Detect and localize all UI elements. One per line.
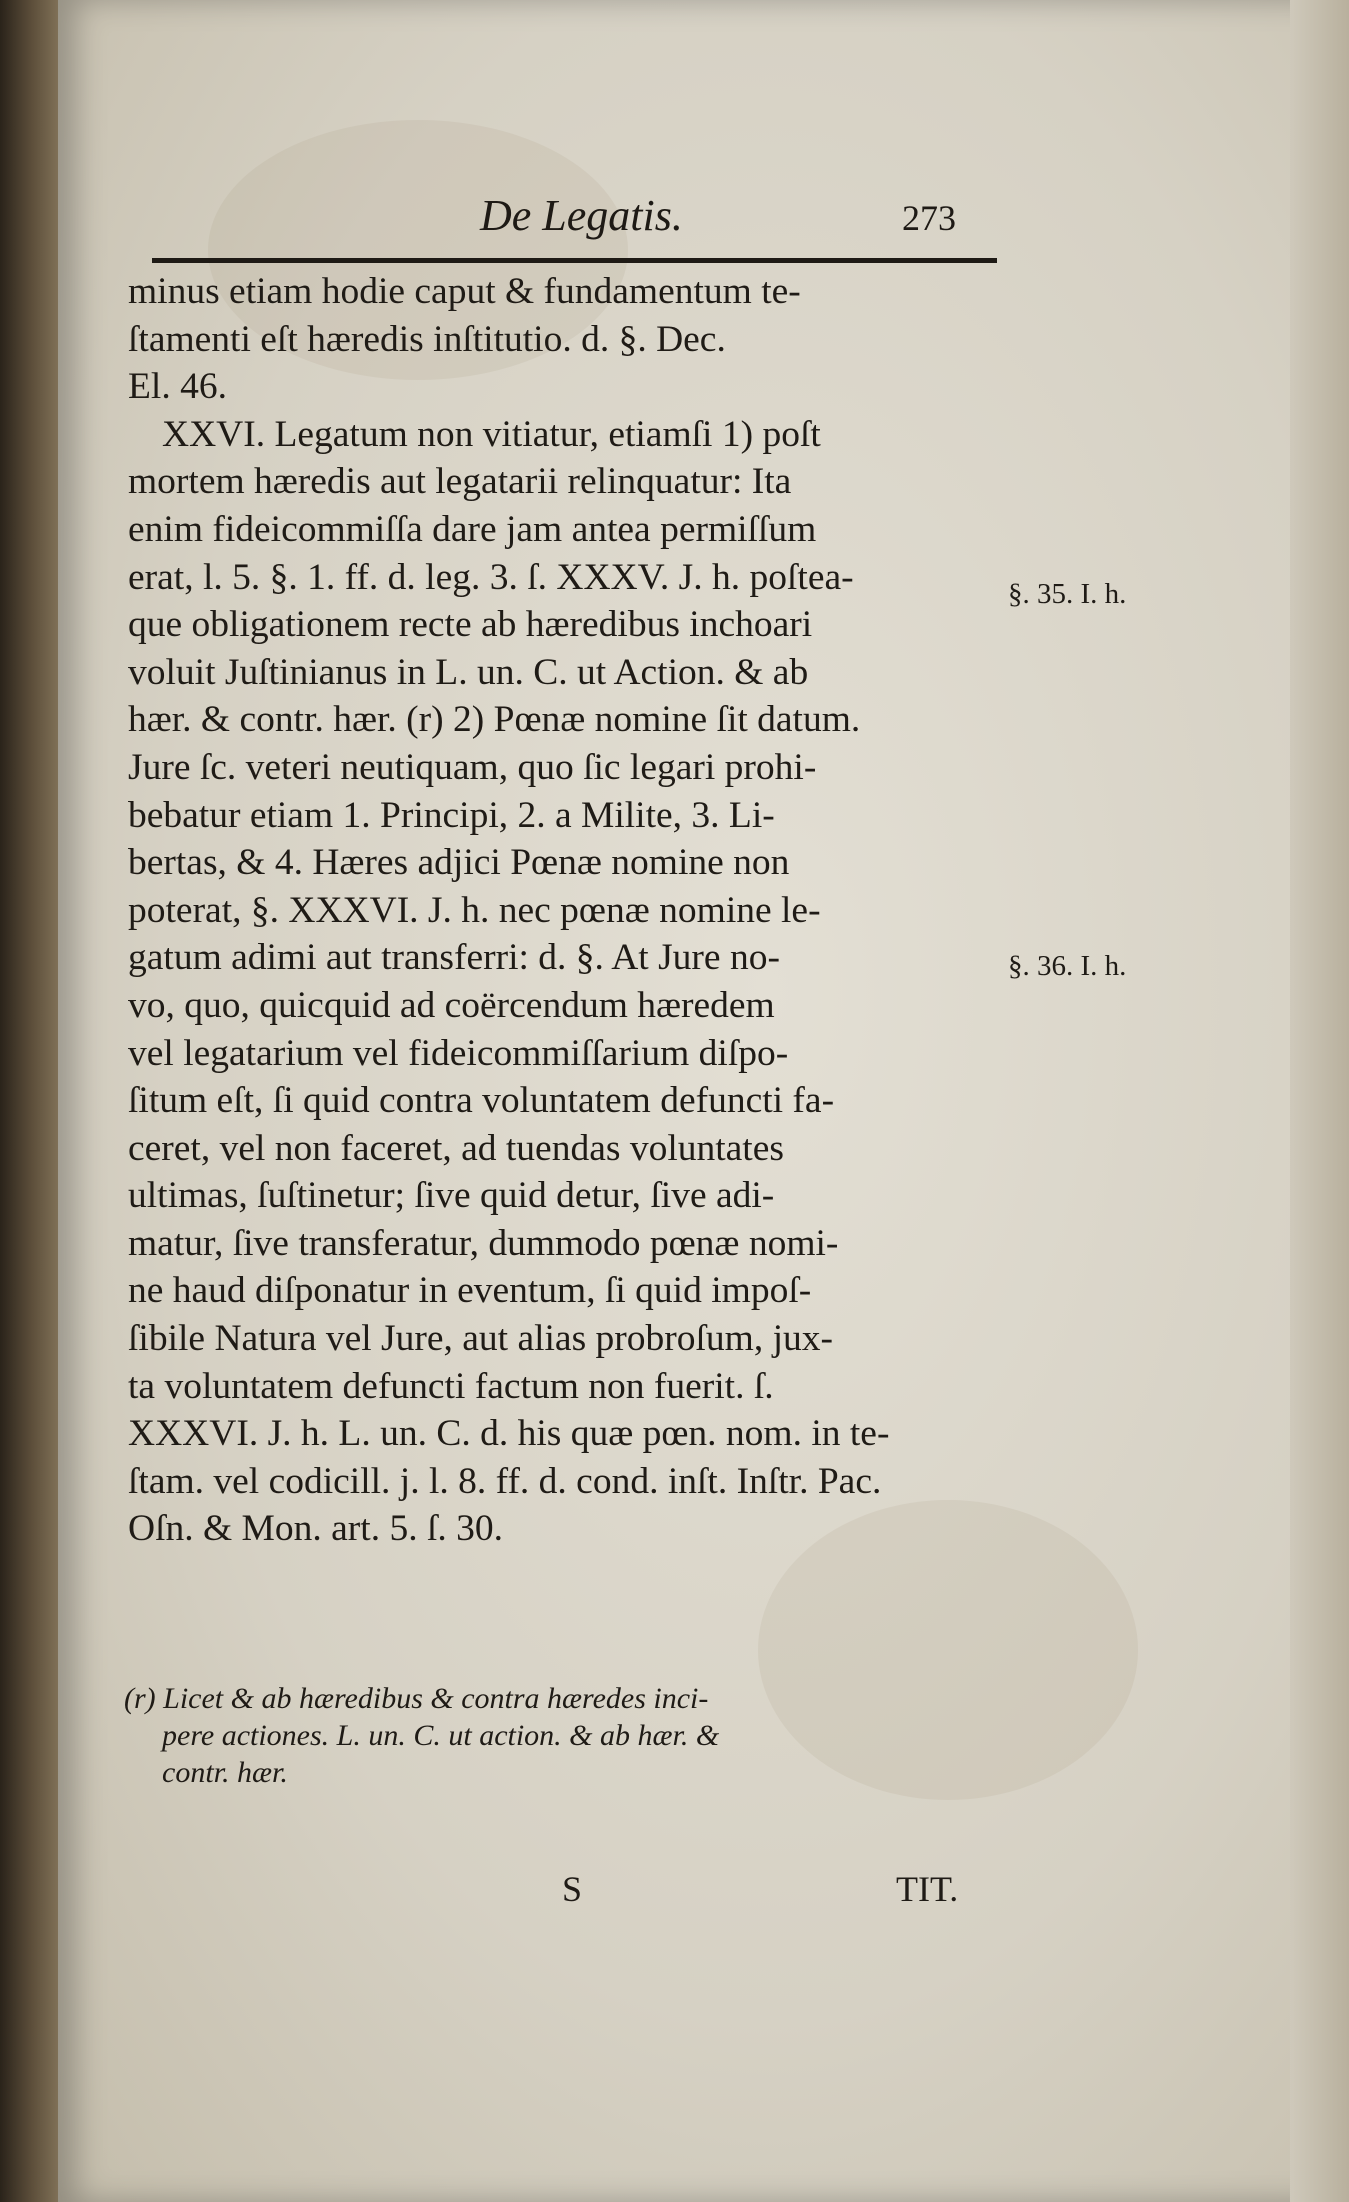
page-number: 273 (902, 198, 956, 238)
text-line: hær. & contr. hær. (r) 2) Pœnæ nomine ſit datum. (128, 699, 861, 741)
text-line: ultimas, ſuſtinetur; ſive quid detur, ſive adi- (128, 1175, 775, 1217)
text-line: vo, quo, quicquid ad coërcendum hæredem (128, 984, 775, 1026)
running-head (150, 185, 1000, 245)
text-line: minus etiam hodie caput & fundamentum te- (128, 271, 801, 312)
footnote-line: (r) Licet & ab hæredibus & contra hæredes inci- (124, 1682, 709, 1715)
text-line: gatum adimi aut transferri: d. §. At Jure no- (128, 937, 780, 979)
text-line: XXVI. Legatum non vitiatur, etiamſi 1) poſt (162, 413, 821, 455)
catchword: TIT. (896, 1869, 959, 1909)
text-line: voluit Juſtinianus in L. un. C. ut Action. & ab (128, 651, 809, 693)
text-line: ta voluntatem defuncti factum non fuerit. ſ. (128, 1365, 774, 1407)
signature-mark: S (562, 1869, 583, 1909)
text-line: Oſn. & Mon. art. 5. ſ. 30. (128, 1508, 503, 1550)
page-title: De Legatis. (480, 191, 683, 240)
text-line: ſtam. vel codicill. j. l. 8. ff. d. cond. inſt. Inſtr. Pac. (128, 1460, 882, 1502)
text-line: que obligationem recte ab hæredibus inchoari (128, 604, 813, 646)
text-line: XXXVI. J. h. L. un. C. d. his quæ pœn. nom. in te- (128, 1413, 890, 1455)
text-line: vel legatarium vel fideicommiſſarium diſpo- (128, 1032, 789, 1074)
text-line: ſitum eſt, ſi quid contra voluntatem defuncti fa- (128, 1080, 835, 1122)
footnote-line: pere actiones. L. un. C. ut action. & ab hær. & (162, 1719, 720, 1752)
margin-note: §. 36. I. h. (1008, 950, 1127, 982)
text-line: erat, l. 5. §. 1. ff. d. leg. 3. ſ. XXXV. J. h. poſtea- (128, 556, 854, 598)
text-line: matur, ſive transferatur, dummodo pœnæ nomi- (128, 1222, 839, 1264)
text-line: ceret, vel non faceret, ad tuendas voluntates (128, 1127, 784, 1169)
text-line: ſibile Natura vel Jure, aut alias probroſum, jux- (128, 1318, 834, 1360)
text-line: enim fideicommiſſa dare jam antea permiſſum (128, 508, 817, 550)
margin-note: §. 35. I. h. (1008, 578, 1127, 610)
footnote-line: contr. hær. (162, 1756, 288, 1789)
text-line: bertas, & 4. Hæres adjici Pœnæ nomine non (128, 842, 790, 884)
text-line: poterat, §. XXXVI. J. h. nec pœnæ nomine le- (128, 889, 821, 931)
body-text (128, 268, 998, 1553)
text-line: bebatur etiam 1. Principi, 2. a Milite, 3. Li- (128, 794, 775, 836)
text-line: Jure ſc. veteri neutiquam, quo ſic legari prohi- (128, 746, 817, 788)
page-edge (1290, 0, 1349, 2202)
text-line: mortem hæredis aut legatarii relinquatur: Ita (128, 461, 792, 503)
text-line: ne haud diſponatur in eventum, ſi quid impoſ- (128, 1270, 812, 1312)
text-line: ſtamenti eſt hæredis inſtitutio. d. §. Dec. (128, 318, 726, 360)
header-rule (152, 258, 997, 263)
text-line: El. 46. (128, 366, 227, 408)
footnote (124, 1680, 1004, 1791)
